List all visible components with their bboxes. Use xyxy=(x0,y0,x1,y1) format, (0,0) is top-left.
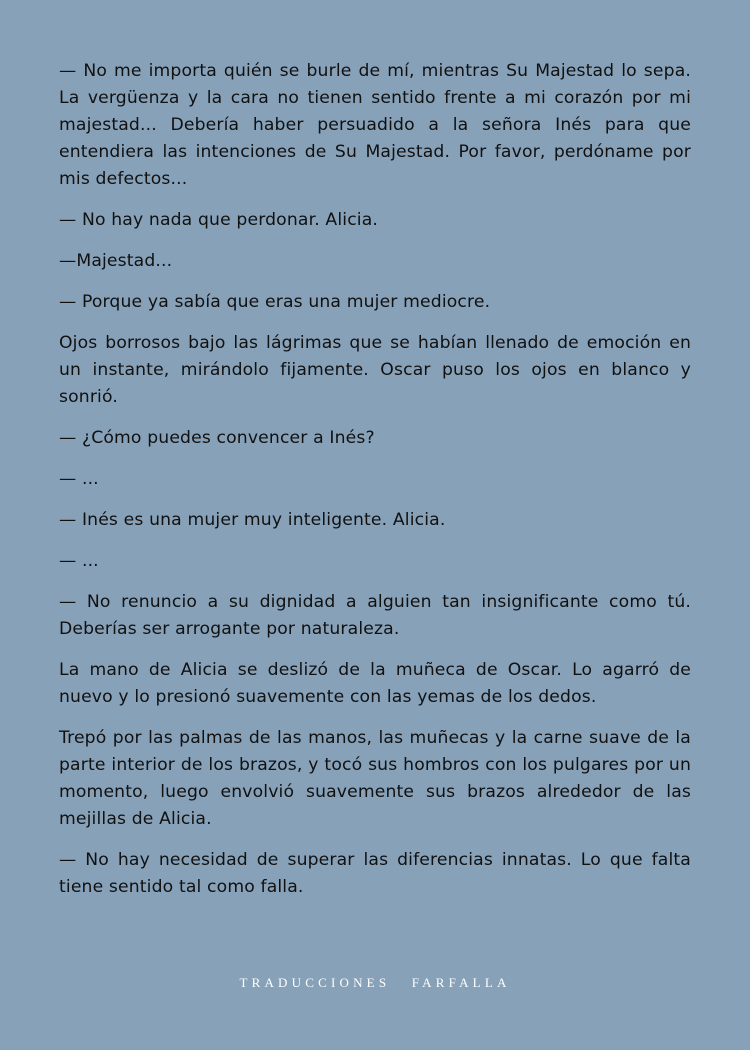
paragraph: — Inés es una mujer muy inteligente. Alicia. xyxy=(59,510,446,530)
paragraph: — No hay necesidad de superar las diferencias innatas. Lo que falta tiene sentido tal como falla. xyxy=(59,850,691,897)
paragraph: — ... xyxy=(59,551,99,571)
paragraph: La mano de Alicia se deslizó de la muñeca de Oscar. Lo agarró de nuevo y lo presionó suavemente con las yemas de los dedos. xyxy=(59,660,691,707)
paragraph: — No renuncio a su dignidad a alguien tan insignificante como tú. Deberías ser arrogante por naturaleza. xyxy=(59,592,691,639)
paragraph: —Majestad... xyxy=(59,251,173,271)
paragraph: — Porque ya sabía que eras una mujer mediocre. xyxy=(59,292,491,312)
paragraph: Ojos borrosos bajo las lágrimas que se habían llenado de emoción en un instante, mirándolo fijamente. Oscar puso los ojos en blanco y sonrió. xyxy=(59,333,691,407)
paragraph: — ¿Cómo puedes convencer a Inés? xyxy=(59,428,375,448)
paragraph: — No hay nada que perdonar. Alicia. xyxy=(59,210,379,230)
paragraph: — No me importa quién se burle de mí, mientras Su Majestad lo sepa. La vergüenza y la cara no tienen sentido frente a mi corazón por mi majestad... Debería haber persuadido a la señora Inés para que entendiera las intenciones de Su Majestad. Por favor, perdóname por mis defectos... xyxy=(59,61,691,189)
footer-credit: TRADUCCIONES FARFALLA xyxy=(239,975,511,990)
paragraph: Trepó por las palmas de las manos, las muñecas y la carne suave de la parte interior de los brazos, y tocó sus hombros con los pulgares por un momento, luego envolvió suavemente sus brazos alrededor de las mejillas de Alicia. xyxy=(59,728,691,829)
paragraph: — ... xyxy=(59,469,99,489)
document-body xyxy=(59,58,691,915)
